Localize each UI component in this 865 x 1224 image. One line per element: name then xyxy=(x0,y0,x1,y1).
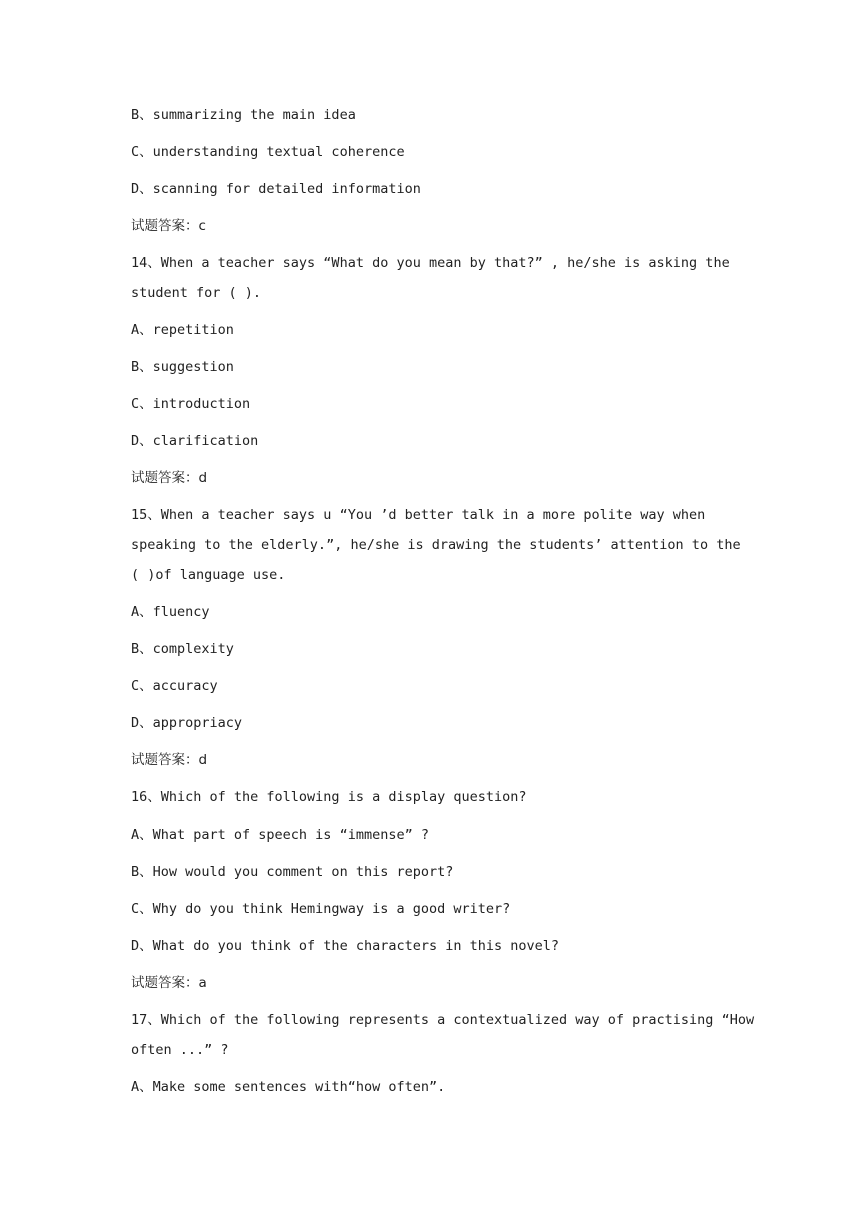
q14-question-line-1: 14、When a teacher says “What do you mean by that?” , he/she is asking the xyxy=(131,255,730,271)
q15-option-c: C、accuracy xyxy=(131,678,218,694)
q14-option-b: B、suggestion xyxy=(131,359,234,375)
q14-answer: 试题答案：d xyxy=(131,470,208,486)
q14-question-line-2: student for ( ). xyxy=(131,285,262,301)
q16-answer: 试题答案：a xyxy=(131,975,207,991)
q13-option-d: D、scanning for detailed information xyxy=(131,181,421,197)
q14-option-c: C、introduction xyxy=(131,396,251,412)
q15-option-b: B、complexity xyxy=(131,641,234,657)
q15-option-a: A、fluency xyxy=(131,604,210,620)
q14-option-d: D、clarification xyxy=(131,433,259,449)
q15-answer: 试题答案：d xyxy=(131,752,208,768)
q16-option-b: B、How would you comment on this report? xyxy=(131,864,454,880)
q16-option-d: D、What do you think of the characters in this novel? xyxy=(131,938,560,954)
q17-option-a: A、Make some sentences with“how often”. xyxy=(131,1079,446,1095)
q17-question-line-1: 17、Which of the following represents a contextualized way of practising “How xyxy=(131,1012,755,1028)
q13-option-b: B、summarizing the main idea xyxy=(131,107,356,123)
q15-question-line-3: ( )of language use. xyxy=(131,567,286,583)
q16-option-c: C、Why do you think Hemingway is a good writer? xyxy=(131,901,511,917)
q13-answer: 试题答案：c xyxy=(131,218,206,234)
q16-question-line-1: 16、Which of the following is a display question? xyxy=(131,789,527,805)
q17-question-line-2: often ...” ? xyxy=(131,1042,229,1058)
q15-question-line-2: speaking to the elderly.”, he/she is drawing the students’ attention to the xyxy=(131,537,741,553)
q13-option-c: C、understanding textual coherence xyxy=(131,144,405,160)
q15-question-line-1: 15、When a teacher says u “You ’d better talk in a more polite way when xyxy=(131,507,706,523)
q16-option-a: A、What part of speech is “immense” ? xyxy=(131,827,429,843)
q15-option-d: D、appropriacy xyxy=(131,715,243,731)
q14-option-a: A、repetition xyxy=(131,322,234,338)
